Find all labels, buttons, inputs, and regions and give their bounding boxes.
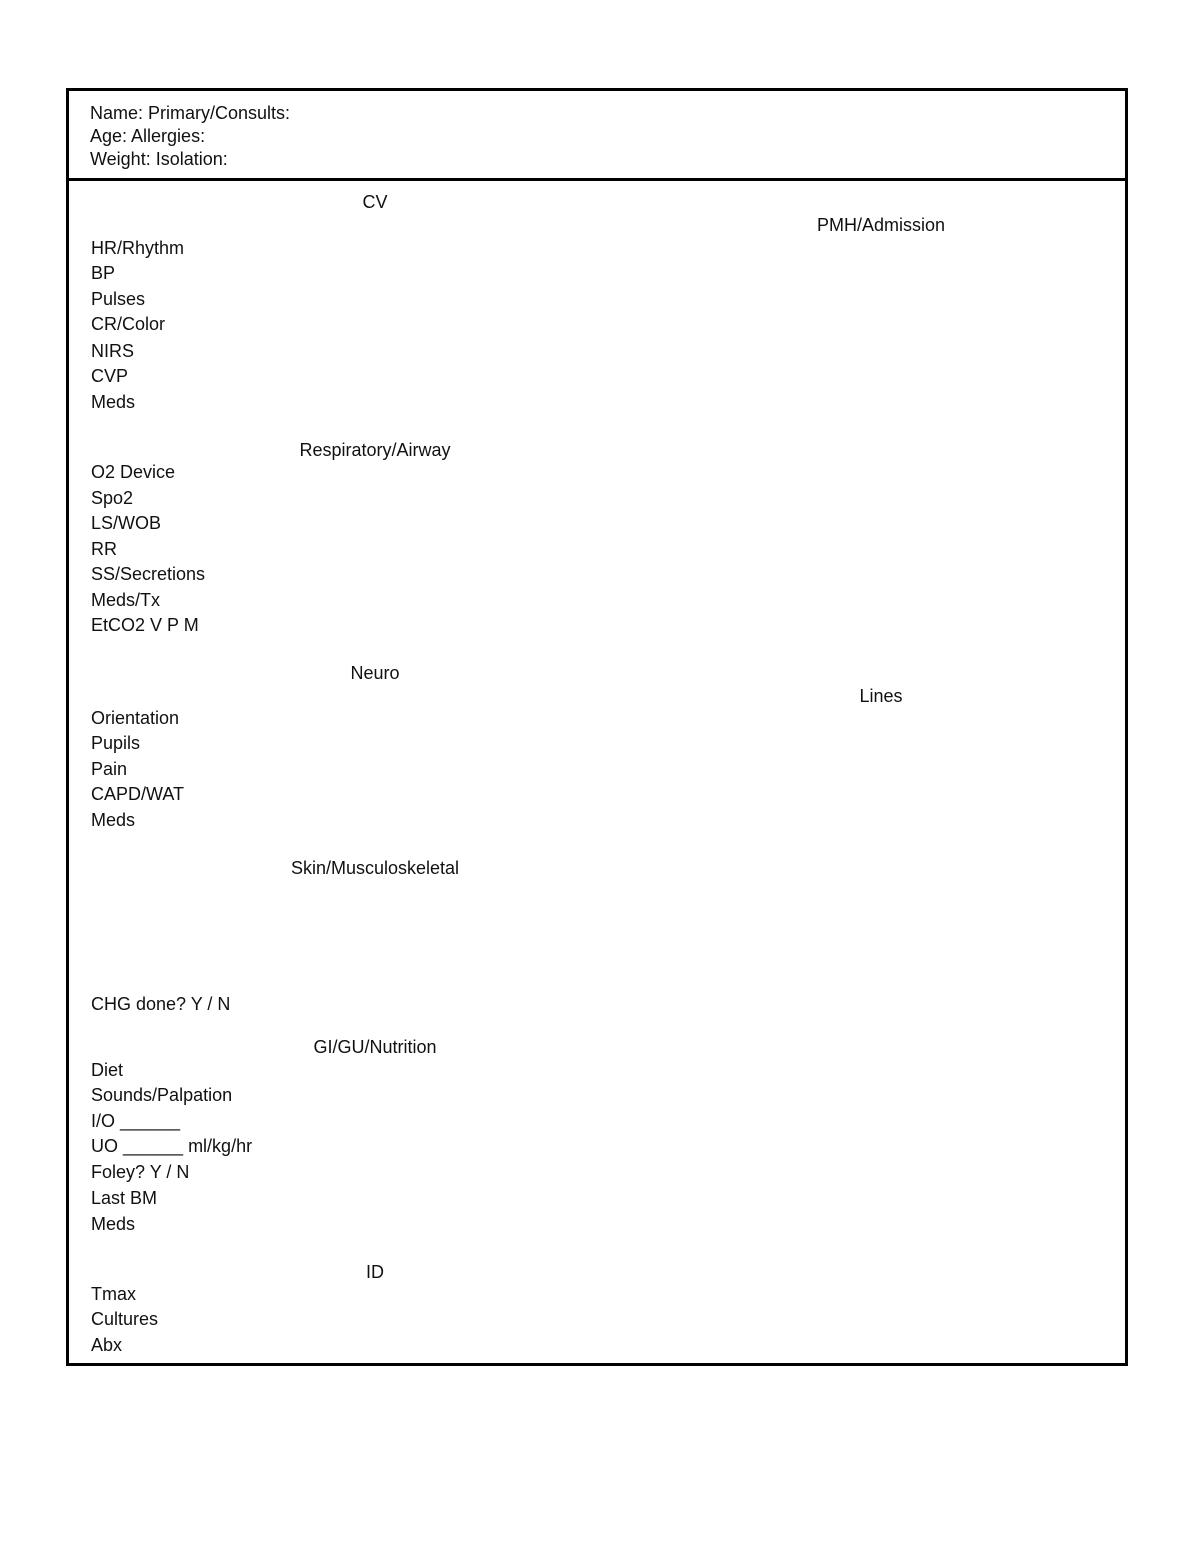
neuro-item-orientation: Orientation: [91, 708, 180, 728]
lines-heading: Lines: [859, 686, 903, 706]
pmh-admission-heading: PMH/Admission: [816, 215, 946, 235]
gi-item-sounds: Sounds/Palpation: [91, 1085, 233, 1105]
resp-item-rr: RR: [91, 539, 117, 559]
id-heading: ID: [366, 1262, 384, 1282]
resp-item-meds-tx: Meds/Tx: [91, 590, 161, 610]
cv-item-cr-color: CR/Color: [91, 314, 166, 334]
gi-item-io: I/O ______: [91, 1111, 181, 1131]
cv-item-nirs: NIRS: [91, 341, 135, 361]
gi-item-foley: Foley? Y / N: [91, 1162, 190, 1182]
neuro-heading: Neuro: [350, 663, 400, 683]
cv-item-hr-rhythm: HR/Rhythm: [91, 238, 185, 258]
skin-heading: Skin/Musculoskeletal: [290, 858, 460, 878]
neuro-item-meds: Meds: [91, 810, 136, 830]
weight-isolation-line: Weight: Isolation:: [90, 149, 228, 169]
cv-item-cvp: CVP: [91, 366, 129, 386]
name-consults-line: Name: Primary/Consults:: [90, 103, 291, 123]
gi-item-last-bm: Last BM: [91, 1188, 158, 1208]
neuro-item-capd-wat: CAPD/WAT: [91, 784, 184, 804]
neuro-item-pupils: Pupils: [91, 733, 141, 753]
resp-item-ss-secretions: SS/Secretions: [91, 564, 206, 584]
respiratory-heading: Respiratory/Airway: [299, 440, 451, 460]
age-allergies-line: Age: Allergies:: [90, 126, 206, 146]
cv-item-bp: BP: [91, 263, 116, 283]
gi-item-diet: Diet: [91, 1060, 124, 1080]
gi-gu-heading: GI/GU/Nutrition: [313, 1037, 437, 1057]
gi-item-uo: UO ______ ml/kg/hr: [91, 1136, 253, 1156]
resp-item-ls-wob: LS/WOB: [91, 513, 162, 533]
resp-item-etco2: EtCO2 V P M: [91, 615, 199, 635]
patient-header: [69, 91, 1125, 181]
gi-item-meds: Meds: [91, 1214, 136, 1234]
id-item-cultures: Cultures: [91, 1309, 159, 1329]
cv-item-meds: Meds: [91, 392, 136, 412]
chg-done-line: CHG done? Y / N: [91, 994, 231, 1014]
id-item-abx: Abx: [91, 1335, 123, 1355]
resp-item-o2-device: O2 Device: [91, 462, 176, 482]
cv-item-pulses: Pulses: [91, 289, 146, 309]
resp-item-spo2: Spo2: [91, 488, 134, 508]
nursing-report-sheet: [66, 88, 1128, 1366]
cv-heading: CV: [362, 192, 388, 212]
neuro-item-pain: Pain: [91, 759, 128, 779]
id-item-tmax: Tmax: [91, 1284, 136, 1304]
